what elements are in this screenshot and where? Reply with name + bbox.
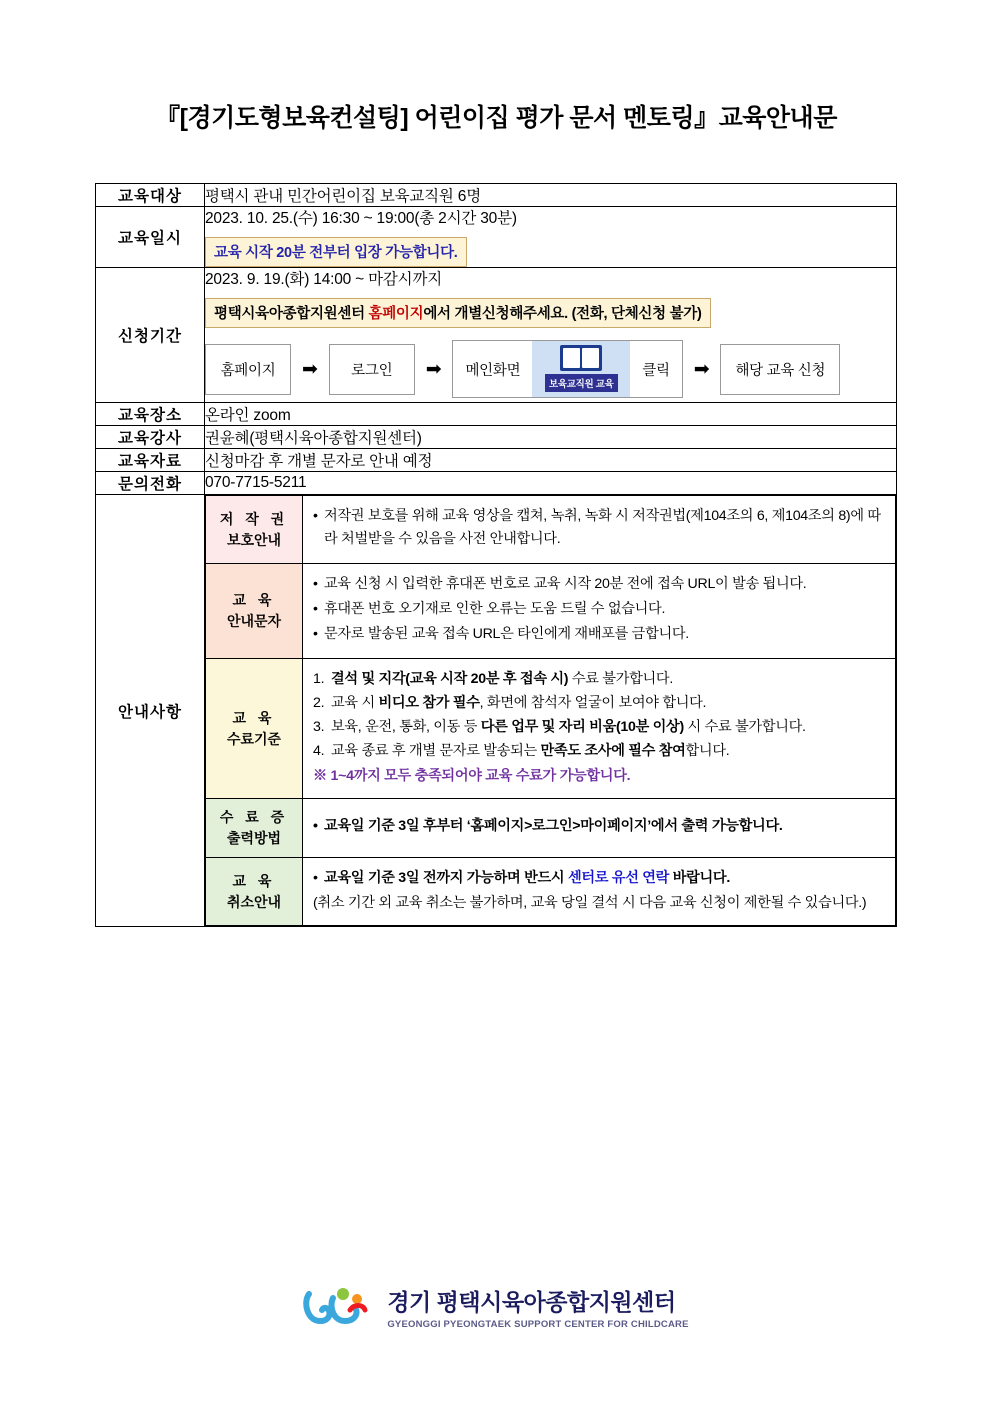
flow-step-mainscreen-label: 메인화면 (465, 362, 521, 379)
notice-footnote: ※ 1~4까지 모두 충족되어야 교육 수료가 가능합니다. (313, 768, 631, 785)
item-post: 합니다. (685, 743, 730, 760)
notice-body-completion (303, 659, 896, 799)
apply-note-highlight: 홈페이지 (368, 306, 424, 323)
notice-cat-line2: 안내문자 (226, 613, 282, 630)
datetime-note: 교육 시작 20분 전부터 입장 가능합니다. (205, 237, 467, 267)
row-value-instructor: 권윤혜(평택시육아종합지원센터) (205, 426, 897, 449)
table-row-target (96, 184, 897, 207)
notice-bullet: • 교육 신청 시 입력한 휴대폰 번호로 교육 시작 20분 전에 접속 URL이 발송 됩니다. (313, 573, 885, 596)
notice-cat-line2: 수료기준 (226, 730, 282, 747)
row-label-notice: 안내사항 (96, 495, 205, 927)
footer-logo (0, 1284, 992, 1330)
row-label-apply: 신청기간 (96, 268, 205, 403)
row-label-phone: 문의전화 (96, 472, 205, 495)
notice-row-completion (206, 659, 896, 799)
notice-cat-line1: 교 육 (232, 592, 276, 609)
item-bold: 다른 업무 및 자리 비움(10분 이상) (480, 719, 684, 736)
table-row-place (96, 403, 897, 426)
item-bold: 결석 및 지각(교육 시작 20분 후 접속 시) (331, 671, 569, 688)
arrow-icon: ➡ (302, 358, 318, 380)
notice-cat-line2: 취소안내 (226, 893, 282, 910)
apply-note-part3: (전화, 단체신청 불가) (571, 306, 702, 323)
item-post: 수료 불가합니다. (568, 671, 673, 688)
notice-bullet: • 문자로 발송된 교육 접속 URL은 타인에게 재배포를 금합니다. (313, 623, 885, 646)
notice-cat-line1: 교 육 (232, 872, 276, 889)
flow-step-mainscreen (452, 340, 682, 398)
row-label-instructor: 교육강사 (96, 426, 205, 449)
item-pre: 교육 시 (331, 695, 379, 712)
row-value-apply (205, 268, 897, 403)
cancel-post: 바랍니다. (669, 870, 730, 887)
notice-table (205, 495, 896, 926)
row-label-place: 교육장소 (96, 403, 205, 426)
flow-step-click-label: 클릭 (642, 362, 670, 379)
item-bold: 비디오 참가 필수 (378, 695, 480, 712)
notice-cat-line2: 보호안내 (226, 531, 282, 548)
apply-note-part1: 평택시육아종합지원센터 (214, 306, 369, 323)
row-value-datetime (205, 207, 897, 268)
page-title: 『[경기도형보육컨설팅] 어린이집 평가 문서 멘토링』교육안내문 (155, 104, 837, 132)
arrow-icon: ➡ (693, 358, 710, 380)
row-label-target: 교육대상 (96, 184, 205, 207)
row-label-datetime: 교육일시 (96, 207, 205, 268)
flow-step-login: 로그인 (329, 344, 415, 395)
notice-category-sms (206, 564, 303, 659)
notice-body-cancel (303, 858, 896, 926)
item-number: 2. (313, 695, 325, 712)
childcare-education-banner (532, 341, 630, 397)
apply-note (205, 298, 711, 328)
row-value-material: 신청마감 후 개별 문자로 안내 예정 (205, 449, 897, 472)
notice-bullet: • 교육일 기준 3일 후부터 ‘홈페이지>로그인>마이페이지’에서 출력 가능합니다. (313, 815, 885, 838)
item-post: 시 수료 불가합니다. (683, 719, 806, 736)
apply-period-text: 2023. 9. 19.(화) 14:00 ~ 마감시까지 (205, 271, 442, 289)
notice-cat-line2: 출력방법 (226, 830, 282, 847)
logo-main-text: 경기 평택시육아종합지원센터 (387, 1289, 676, 1315)
notice-category-cancel (206, 858, 303, 926)
notice-row-cancel (206, 858, 896, 926)
notice-numbered-item (313, 740, 885, 763)
item-number: 1. (313, 671, 325, 688)
table-row-material (96, 449, 897, 472)
cancel-pre: 교육일 기준 3일 전까지 가능하며 반드시 (324, 870, 568, 887)
notice-numbered-item (313, 692, 885, 715)
notice-category-certificate (206, 799, 303, 858)
row-value-target: 평택시 관내 민간어린이집 보육교직원 6명 (205, 184, 897, 207)
item-number: 4. (313, 743, 325, 760)
logo-sub-text: GYEONGGI PYEONGTAEK SUPPORT CENTER FOR CHILDCARE (387, 1319, 689, 1330)
logo-text (387, 1284, 688, 1330)
center-logo-icon (303, 1284, 375, 1330)
table-row-instructor (96, 426, 897, 449)
notice-body-certificate (303, 799, 896, 858)
book-icon (560, 345, 602, 371)
item-number: 3. (313, 719, 325, 736)
cancel-note: (취소 기간 외 교육 취소는 불가하며, 교육 당일 결석 시 다음 교육 신청이 제한될 수 있습니다.) (313, 895, 867, 912)
notice-row-certificate (206, 799, 896, 858)
notice-row-sms (206, 564, 896, 659)
apply-note-part2: 에서 개별신청해주세요. (423, 306, 572, 323)
item-pre: 보육, 운전, 통화, 이동 등 (331, 719, 481, 736)
row-value-phone: 070-7715-5211 (205, 472, 897, 495)
row-value-place: 온라인 zoom (205, 403, 897, 426)
datetime-text: 2023. 10. 25.(수) 16:30 ~ 19:00(총 2시간 30분) (205, 210, 517, 227)
notice-body-copyright (303, 496, 896, 564)
notice-numbered-item (313, 716, 885, 739)
table-row-notice (96, 495, 897, 927)
table-row-datetime (96, 207, 897, 268)
notice-row-copyright (206, 496, 896, 564)
apply-flow-diagram (205, 340, 896, 398)
notice-numbered-item (313, 668, 885, 691)
item-pre: 교육 종료 후 개별 문자로 발송되는 (331, 743, 541, 760)
info-table (95, 183, 897, 927)
item-post: , 화면에 참석자 얼굴이 보여야 합니다. (479, 695, 707, 712)
notice-bullet (313, 867, 885, 890)
flow-step-apply: 해당 교육 신청 (720, 344, 840, 395)
item-bold: 만족도 조사에 필수 참여 (540, 743, 686, 760)
notice-bullet: • 저작권 보호를 위해 교육 영상을 캡쳐, 녹취, 녹화 시 저작권법(제104조의 6, 제104조의 8)에 따라 처벌받을 수 있음을 사전 안내합니다. (313, 505, 885, 551)
flow-step-homepage: 홈페이지 (205, 344, 291, 395)
notice-bullet: • 휴대폰 번호 오기재로 인한 오류는 도움 드릴 수 없습니다. (313, 598, 885, 621)
cancel-highlight: 센터로 유선 연락 (567, 870, 670, 887)
table-row-phone (96, 472, 897, 495)
notice-cat-line1: 수 료 증 (219, 809, 289, 826)
notice-category-copyright (206, 496, 303, 564)
notice-body-sms (303, 564, 896, 659)
row-label-material: 교육자료 (96, 449, 205, 472)
banner-caption: 보육교직원 교육 (545, 374, 617, 392)
table-row-apply (96, 268, 897, 403)
notice-category-completion (206, 659, 303, 799)
notice-cell (205, 495, 897, 927)
notice-cat-line1: 저 작 권 (219, 510, 289, 527)
arrow-icon: ➡ (425, 358, 442, 380)
notice-cat-line1: 교 육 (232, 709, 276, 726)
